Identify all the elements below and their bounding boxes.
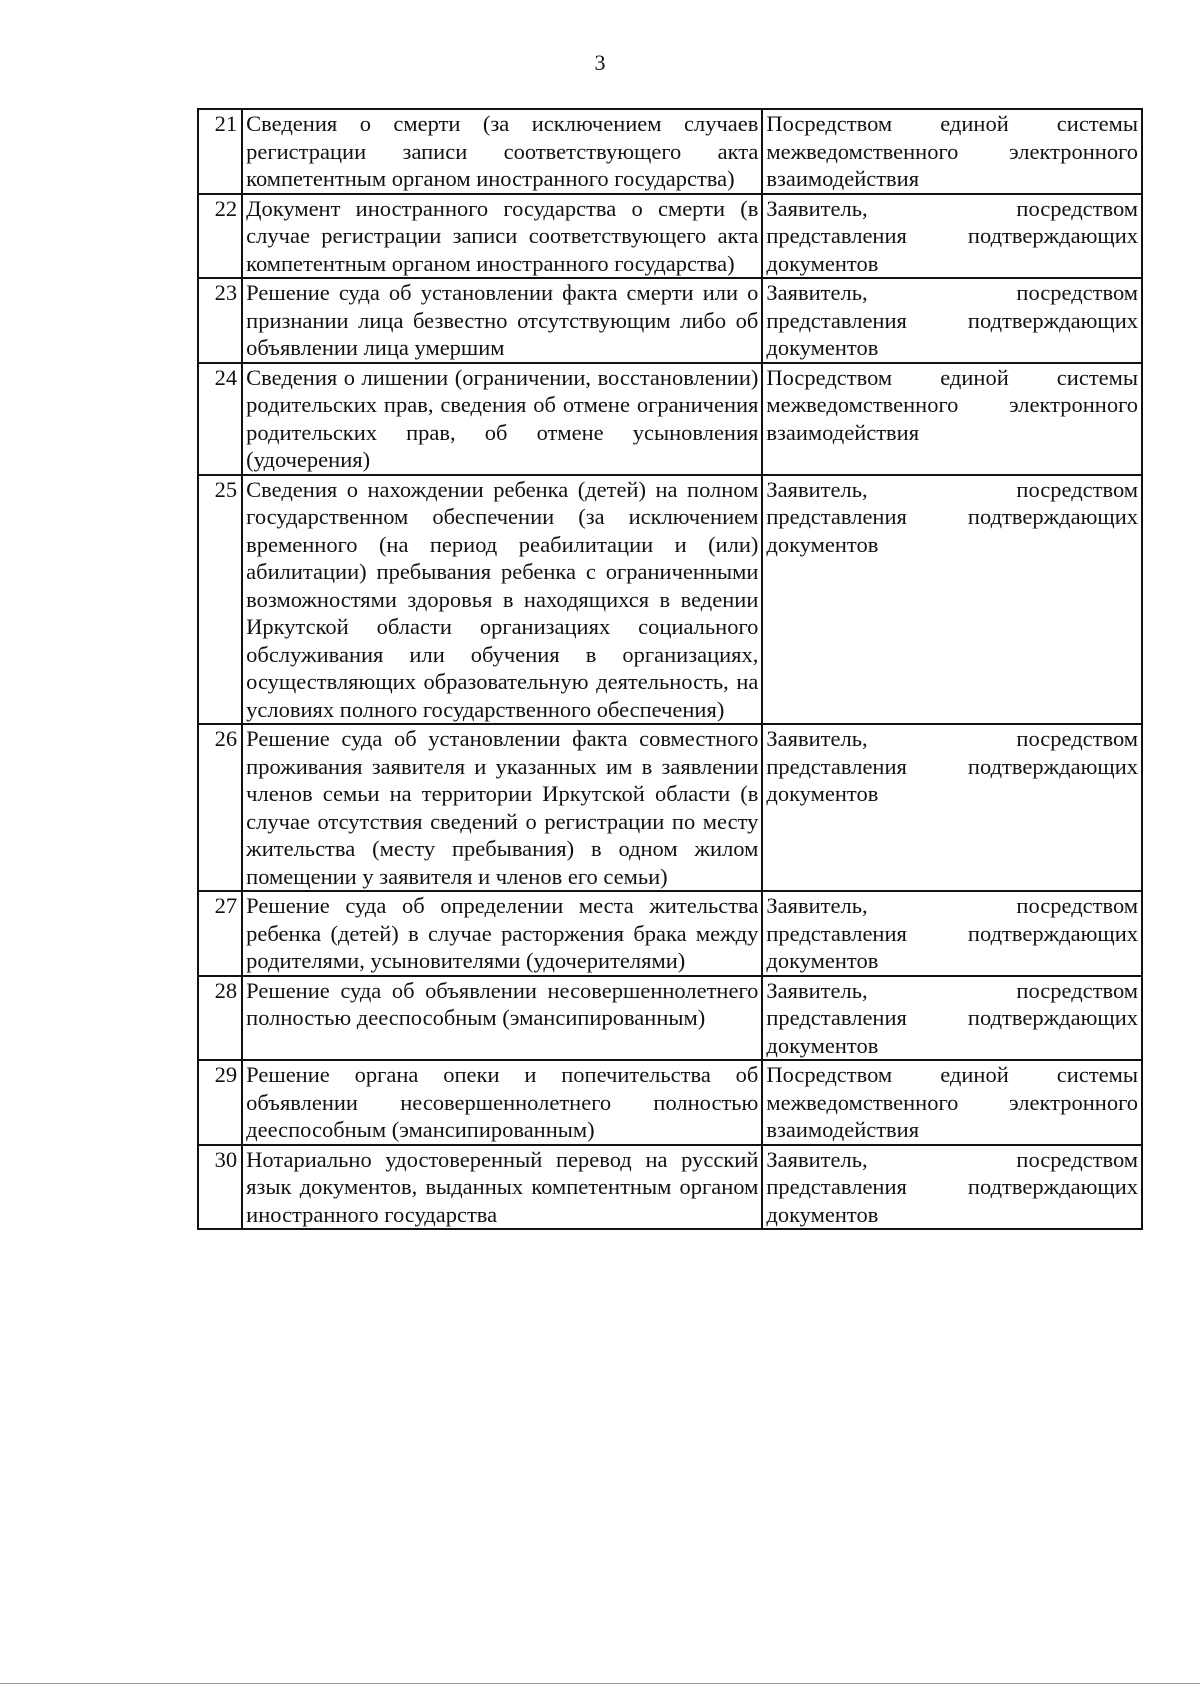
table-row [198,724,1142,891]
document-name-cell: Решение суда об установлении факта смерти или о признании лица безвестно отсутствующим либо об объявлении лица умершим [242,278,762,363]
submission-method-cell: Посредством единой системы межведомственного электронного взаимодействия [762,1060,1142,1145]
document-name-cell: Сведения о смерти (за исключением случаев регистрации записи соответствующего акта компетентным органом иностранного государства) [242,109,762,194]
row-number: 21 [198,109,242,194]
submission-method-cell: Заявитель, посредством представления подтверждающих документов [762,194,1142,279]
submission-method-cell: Заявитель, посредством представления подтверждающих документов [762,976,1142,1061]
row-number: 27 [198,891,242,976]
submission-method-cell: Заявитель, посредством представления подтверждающих документов [762,724,1142,891]
submission-method-cell: Посредством единой системы межведомственного электронного взаимодействия [762,109,1142,194]
submission-method-cell: Заявитель, посредством представления подтверждающих документов [762,1145,1142,1230]
table-row [198,976,1142,1061]
table-row [198,109,1142,194]
table-row [198,891,1142,976]
row-number: 23 [198,278,242,363]
document-name-cell: Решение суда об определении места жительства ребенка (детей) в случае расторжения брака между родителями, усыновителями (удочерителями) [242,891,762,976]
table-row [198,194,1142,279]
submission-method-cell: Заявитель, посредством представления подтверждающих документов [762,278,1142,363]
document-name-cell: Сведения о лишении (ограничении, восстановлении) родительских прав, сведения об отмене ограничения родительских прав, об отмене усыновления (удочерения) [242,363,762,475]
scan-bottom-edge [0,1683,1200,1684]
row-number: 22 [198,194,242,279]
document-name-cell: Документ иностранного государства о смерти (в случае регистрации записи соответствующего акта компетентным органом иностранного государства) [242,194,762,279]
table-row [198,475,1142,725]
submission-method-cell: Заявитель, посредством представления подтверждающих документов [762,475,1142,725]
table-row [198,278,1142,363]
row-number: 29 [198,1060,242,1145]
submission-method-cell: Посредством единой системы межведомственного электронного взаимодействия [762,363,1142,475]
documents-table [197,108,1143,1230]
document-name-cell: Решение суда об установлении факта совместного проживания заявителя и указанных им в заявлении членов семьи на территории Иркутской области (в случае отсутствия сведений о регистрации по месту жительства (месту пребывания) в одном жилом помещении у заявителя и членов его семьи) [242,724,762,891]
table-row [198,363,1142,475]
document-name-cell: Решение суда об объявлении несовершеннолетнего полностью дееспособным (эмансипированным) [242,976,762,1061]
document-name-cell: Сведения о нахождении ребенка (детей) на полном государственном обеспечении (за исключением временного (на период реабилитации и (или) абилитации) пребывания ребенка с ограниченными возможностями здоровья в находящихся в ведении Иркутской области организациях социального обслуживания или обучения в организациях, осуществляющих образовательную деятельность, на условиях полного государственного обеспечения) [242,475,762,725]
row-number: 30 [198,1145,242,1230]
table-row [198,1145,1142,1230]
document-name-cell: Решение органа опеки и попечительства об объявлении несовершеннолетнего полностью дееспособным (эмансипированным) [242,1060,762,1145]
document-name-cell: Нотариально удостоверенный перевод на русский язык документов, выданных компетентным органом иностранного государства [242,1145,762,1230]
table-row [198,1060,1142,1145]
row-number: 25 [198,475,242,725]
row-number: 28 [198,976,242,1061]
row-number: 24 [198,363,242,475]
submission-method-cell: Заявитель, посредством представления подтверждающих документов [762,891,1142,976]
page-number: 3 [594,50,606,75]
row-number: 26 [198,724,242,891]
